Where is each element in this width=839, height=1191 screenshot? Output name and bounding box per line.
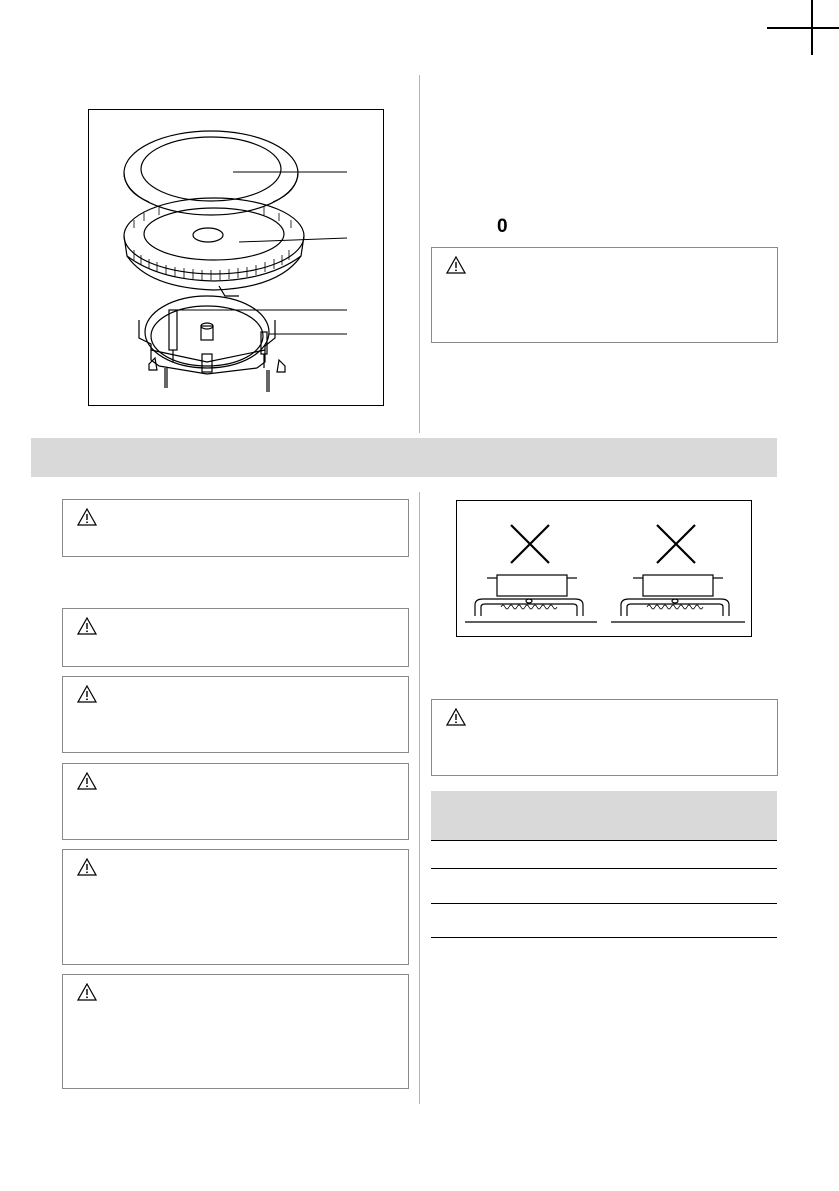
table-row-divider: [431, 903, 777, 904]
burner-illustration: [89, 110, 383, 405]
column-divider-top: [419, 75, 420, 433]
warning-box-left-5: [62, 849, 409, 965]
burner-figure: [88, 109, 384, 406]
table-row-divider: [431, 937, 777, 938]
warning-triangle-icon: [77, 983, 97, 1001]
warning-box-left-2: [62, 608, 409, 667]
pan-figure: [456, 500, 752, 637]
crop-mark-top-right-v: [811, 0, 813, 55]
warning-triangle-icon: [77, 617, 97, 635]
warning-box-left-6: [62, 974, 409, 1089]
pan-illustration: [457, 501, 751, 636]
warning-box-right-bottom: [431, 699, 778, 776]
warning-box-right-top: [431, 247, 778, 343]
table-row-divider: [431, 868, 777, 869]
cross-icon: [657, 525, 695, 563]
warning-triangle-icon: [446, 256, 466, 274]
column-divider-bottom: [419, 492, 420, 1104]
knob-position-zero: 0: [497, 216, 508, 237]
burner-crown-outer: [124, 198, 304, 274]
warning-triangle-icon: [77, 772, 97, 790]
cross-icon: [511, 525, 549, 563]
warning-triangle-icon: [77, 508, 97, 526]
warning-triangle-icon: [446, 708, 466, 726]
warning-box-left-3: [62, 676, 409, 753]
warning-triangle-icon: [77, 858, 97, 876]
warning-box-left-1: [62, 499, 409, 557]
warning-box-left-4: [62, 763, 409, 840]
crop-mark-top-right-h: [767, 27, 839, 29]
burner-cap-outer: [124, 131, 298, 215]
section-header: [31, 438, 777, 477]
warning-triangle-icon: [77, 685, 97, 703]
table-header: [431, 791, 777, 841]
